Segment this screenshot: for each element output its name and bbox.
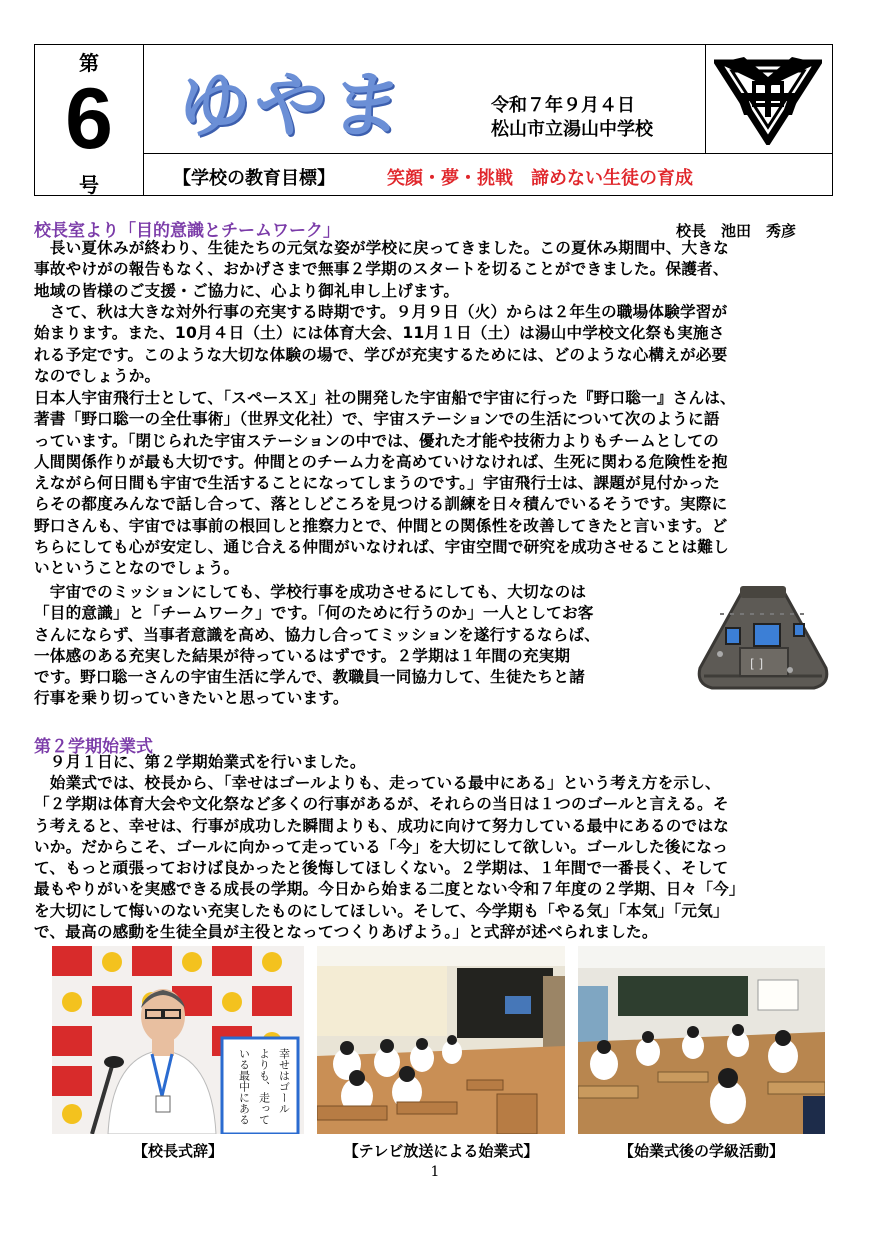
education-goal-bar [143, 153, 832, 196]
masthead [34, 44, 833, 196]
issue-date: 令和７年９月４日 [491, 95, 635, 116]
issue-prefix: 第 [79, 51, 99, 75]
ceremony-article-heading: 第２学期始業式 [34, 737, 153, 757]
caption-class-activity: 【始業式後の学級活動】 [618, 1142, 784, 1160]
principal-byline: 校長 池田 秀彦 [676, 222, 797, 240]
school-crest-icon [714, 53, 822, 145]
school-name: 松山市立湯山中学校 [491, 119, 653, 140]
photo-tv-ceremony [317, 946, 565, 1134]
issue-suffix: 号 [79, 173, 99, 197]
caption-principal-speech: 【校長式辞】 [132, 1142, 223, 1160]
space-capsule-icon [690, 584, 836, 696]
photo-class-activity [578, 946, 825, 1134]
page-number: 1 [430, 1164, 440, 1180]
principal-article-heading: 校長室より「目的意識とチームワーク」 [34, 221, 340, 241]
caption-tv-ceremony: 【テレビ放送による始業式】 [343, 1142, 539, 1160]
principal-paragraph-1: 長い夏休みが終わり、生徒たちの元気な姿が学校に戻ってきました。この夏休み期間中、大きな 事故やけがの報告もなく、おかげさまで無事２学期のスタートを切ることができました。保護者、 地域の皆様のご支援・ご協力に、心より御礼申し上げます。 [34, 239, 729, 300]
newsletter-title: ゆやま [173, 63, 411, 147]
principal-paragraph-4: 宇宙でのミッションにしても、学校行事を成功させるにしても、大切なのは 「目的意識」と「チームワーク」です。「何のために行うのか」一人としてお客 さんにならず、当事者意識を高め、協力し合ってミッションを遂行するならば、 一体感のある充実した結果が待っているはずです。２学期は１年間の充実期 です。野口聡一さんの宇宙生活に学んで、教職員一同協力して、生徒たちと諸 行事を乗り切っていきたいと思っています。 [34, 583, 601, 708]
emblem-box [705, 45, 832, 153]
photo-board-line-2: よりも、走って [257, 1048, 271, 1125]
goal-label: 【学校の教育目標】 [173, 168, 335, 189]
issue-number-box [35, 45, 144, 195]
principal-paragraph-2: さて、秋は大きな対外行事の充実する時期です。９月９日（火）からは２年生の職場体験学習が 始まります。また、10月４日（土）には体育大会、11月１日（土）は湯山中学校文化祭も実施さ れる予定です。このような大切な体験の場で、学びが充実するためには、どのような心構えが必要 なのでしょうか。 [34, 303, 728, 385]
goal-text: 笑顔・夢・挑戦 諦めない生徒の育成 [387, 168, 693, 189]
title-area [143, 45, 707, 153]
svg-text:[ ]: [ ] [750, 657, 764, 671]
photo-principal-speech [52, 946, 304, 1134]
ceremony-paragraph-2: 始業式では、校長から、「幸せはゴールよりも、走っている最中にある」という考え方を示し、 「２学期は体育大会や文化祭など多くの行事があるが、それらの当日は１つのゴールと言える。そ う考えると、幸せは、行事が成功した瞬間よりも、成功に向けて努力している最中にあるのではな いか。だからこそ、ゴールに向かって走っている「今」を大切にして欲しい。ゴールした後になっ て、もっと頑張っておけば良かったと後悔してほしくない。２学期は、１年間で一番長く、そして 最もやりがいを実感できる成長の学期。今日から始まる二度とない令和７年度の２学期、日々「今」 を大切にして悔いのない充実したものにしてほしい。そして、今学期も「やる気」「本気」「元気」 で、最高の感動を生徒全員が主役となってつくりあげよう。」と式辞が述べられました。 [34, 774, 745, 942]
ceremony-paragraph-1: ９月１日に、第２学期始業式を行いました。 [34, 753, 366, 771]
photo-board-line-3: いる最中にある [237, 1048, 251, 1125]
issue-number: 6 [65, 71, 113, 167]
photo-board-line-1: 幸せはゴール [277, 1048, 291, 1114]
principal-paragraph-3: 日本人宇宙飛行士として、「スペースＸ」社の開発した宇宙船で宇宙に行った『野口聡一』さんは、 著書「野口聡一の全仕事術」（世界文化社）で、宇宙ステーションでの生活について次のように語 っています。「閉じられた宇宙ステーションの中では、優れた才能や技術力よりもチームとしての 人間関係作りが最も大切です。仲間とのチーム力を高めていけなければ、生死に関わる危険性を抱 えながら何日間も宇宙で生活することになってしまうのです。」宇宙飛行士は、課題が見付かった らその都度みんなで話し合って、落としどころを見つける訓練を日々積んでいるそうです。実際に 野口さんも、宇宙では事前の根回しと推察力とで、仲間との関係性を改善してきたと言います。ど ちらにしても心が安定し、通じ合える仲間がいなければ、宇宙空間で研究を成功させることは難し いということなのでしょう。 [34, 389, 736, 578]
